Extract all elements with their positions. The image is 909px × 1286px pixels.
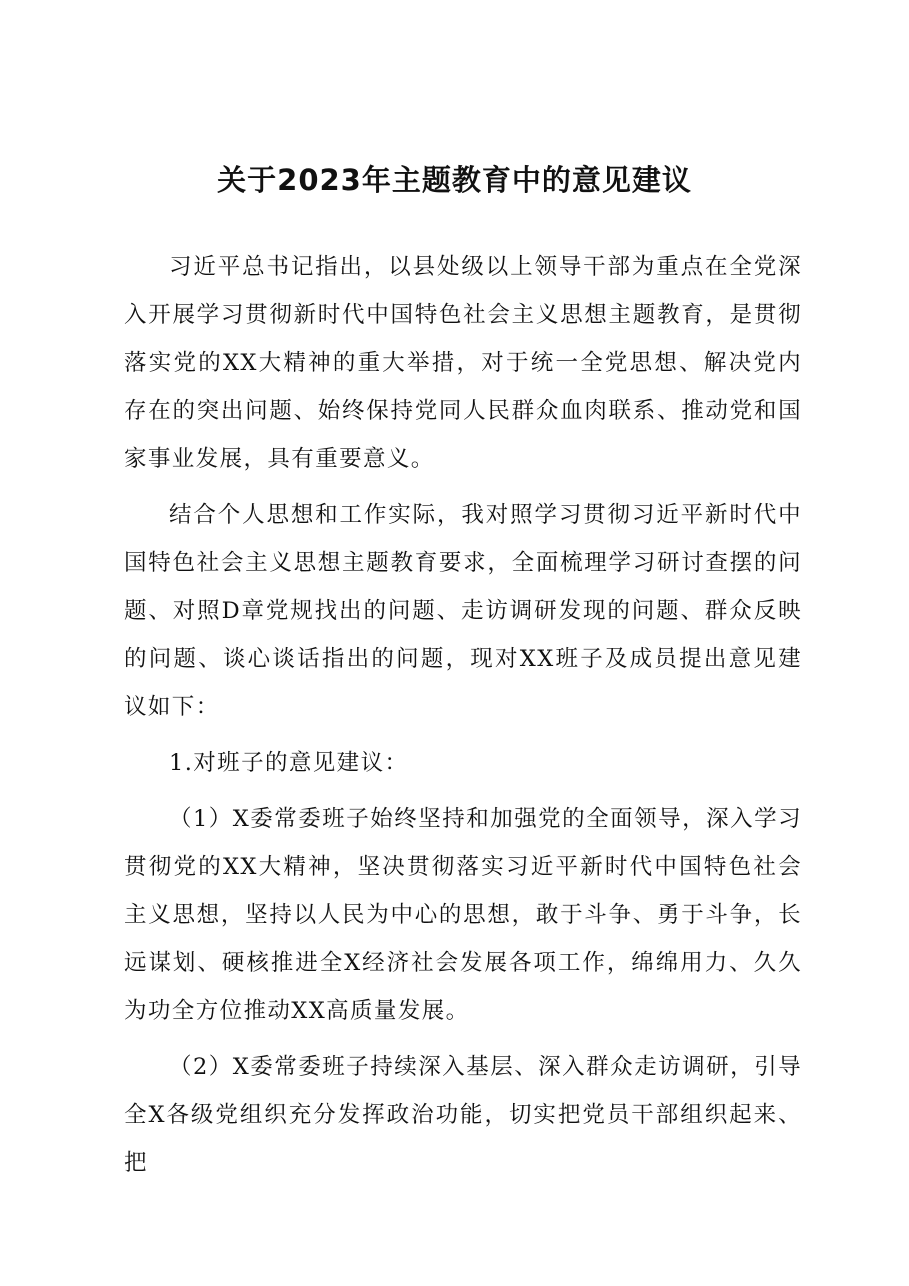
section-heading-team-suggestions: 1.对班子的意见建议： xyxy=(169,750,409,776)
paragraph-item-1: （1）X委常委班子始终坚持和加强党的全面领导，深入学习贯彻党的XX大精神，坚决贯彻落实习近平新时代中国特色社会主义思想，坚持以人民为中心的思想，敢于斗争、勇于斗争，长远谋划、硬核推进全X经济社会发展各项工作，绵绵用力、久久为功全方位推动XX高质量发展。 xyxy=(124,806,802,1024)
paragraph-item-2: （2）X委常委班子持续深入基层、深入群众走访调研，引导全X各级党组织充分发挥政治功能，切实把党员干部组织起来、把 xyxy=(124,1054,802,1176)
paragraph-intro: 习近平总书记指出，以县处级以上领导干部为重点在全党深入开展学习贯彻新时代中国特色社会主义思想主题教育，是贯彻落实党的XX大精神的重大举措，对于统一全党思想、解决党内存在的突出问题、始终保持党同人民群众血肉联系、推动党和国家事业发展，具有重要意义。 xyxy=(124,254,802,472)
document-title: 关于2023年主题教育中的意见建议 xyxy=(217,163,692,197)
paragraph-context: 结合个人思想和工作实际，我对照学习贯彻习近平新时代中国特色社会主义思想主题教育要求，全面梳理学习研讨查摆的问题、对照D章党规找出的问题、走访调研发现的问题、群众反映的问题、谈心谈话指出的问题，现对XX班子及成员提出意见建议如下： xyxy=(124,502,802,720)
document-body xyxy=(124,243,802,1195)
